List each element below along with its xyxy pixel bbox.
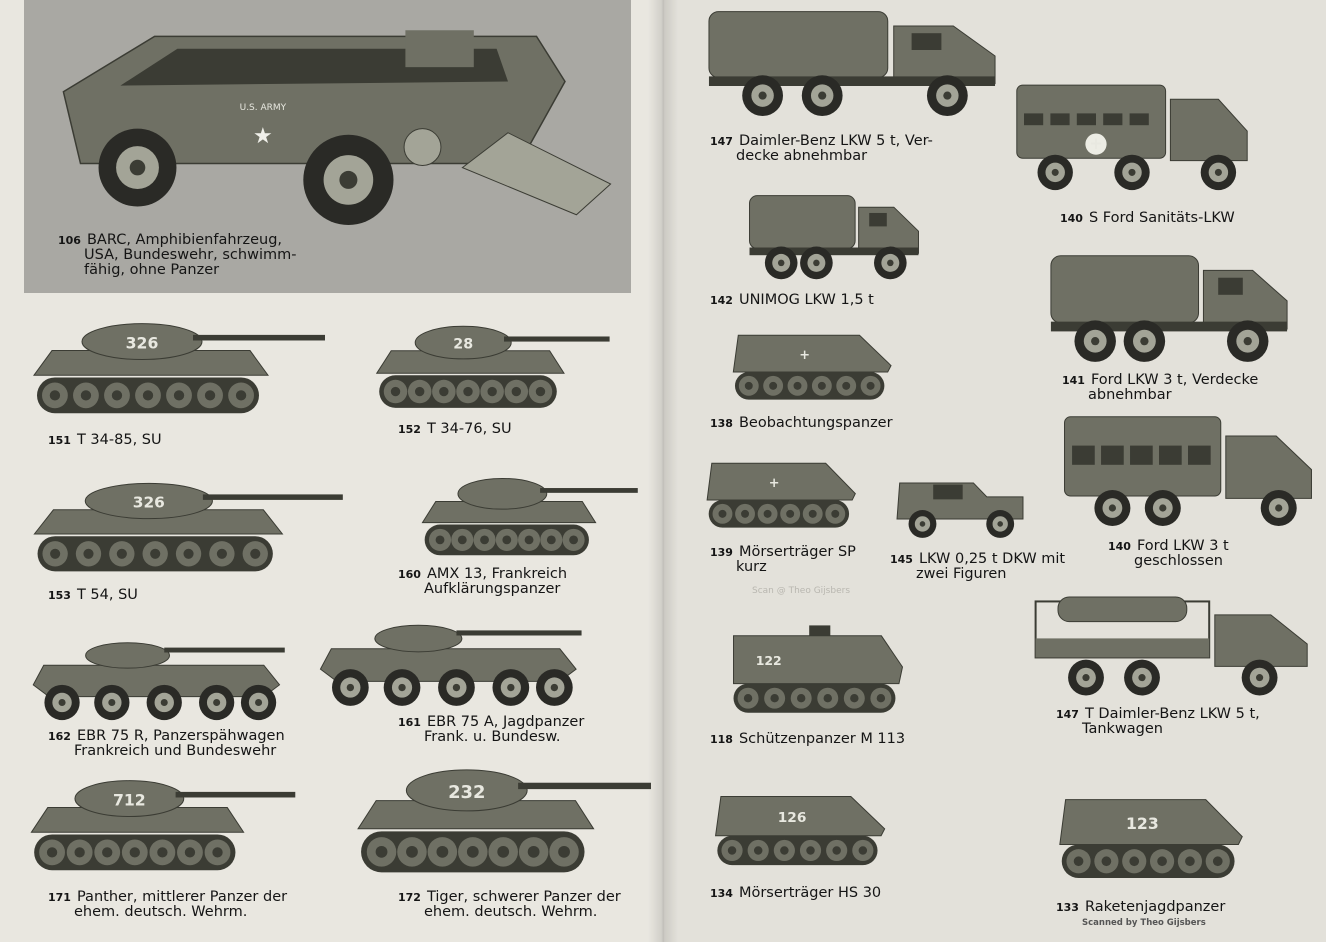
svg-text:126: 126	[777, 810, 807, 827]
svg-text:232: 232	[448, 782, 486, 804]
item-number: 140	[1060, 212, 1083, 225]
item-title: Mörserträger SP	[738, 544, 856, 560]
caption-171	[48, 890, 287, 920]
scan-watermark: Scan @ Theo Gijsbers	[752, 586, 851, 596]
item-title: EBR 75 R, Panzerspähwagen	[76, 728, 285, 744]
item-description: ehem. deutsch. Wehrm.	[74, 904, 248, 920]
vehicle-silhouette	[1062, 412, 1314, 532]
vehicle-image-133	[1056, 775, 1248, 887]
vehicle-silhouette	[703, 2, 1001, 122]
item-number: 140	[1108, 540, 1131, 553]
item-description: decke abnehmbar	[736, 148, 868, 164]
vehicle-image-160	[418, 465, 640, 561]
vehicle-silhouette	[1046, 246, 1292, 368]
svg-text:+: +	[768, 476, 780, 492]
item-title: Schützenpanzer M 113	[738, 731, 906, 747]
vehicle-silhouette	[28, 308, 328, 420]
item-description: ehem. deutsch. Wehrm.	[424, 904, 598, 920]
item-title: BARC, Amphibienfahrzeug,	[86, 232, 283, 248]
caption-134	[710, 886, 881, 901]
item-number: 134	[710, 887, 733, 900]
vehicle-image-162	[28, 628, 290, 726]
svg-text:712: 712	[113, 790, 146, 810]
vehicle-silhouette	[315, 610, 587, 712]
item-number: 142	[710, 294, 733, 307]
svg-text:122: 122	[755, 652, 782, 668]
item-title: AMX 13, Frankreich	[426, 566, 568, 582]
vehicle-silhouette	[730, 315, 896, 407]
caption-133	[1056, 900, 1225, 915]
caption-118	[710, 732, 905, 747]
vehicle-silhouette	[372, 312, 612, 414]
svg-text:U.S. ARMY: U.S. ARMY	[239, 103, 287, 114]
vehicle-image-142	[746, 188, 922, 284]
vehicle-silhouette	[418, 465, 640, 561]
item-title: Beobachtungspanzer	[738, 415, 893, 431]
caption-162	[48, 729, 285, 759]
vehicle-silhouette	[712, 775, 890, 873]
vehicle-image-106	[52, 20, 622, 225]
item-title: S Ford Sanitäts-LKW	[1088, 210, 1235, 226]
caption-140s	[1060, 211, 1235, 226]
item-title: UNIMOG LKW 1,5 t	[738, 292, 874, 308]
vehicle-image-161	[315, 610, 587, 712]
vehicle-silhouette	[1012, 78, 1252, 196]
caption-160	[398, 567, 567, 597]
svg-text:+: +	[1089, 133, 1103, 153]
item-description: geschlossen	[1134, 553, 1223, 569]
item-number: 139	[710, 546, 733, 559]
item-title: Mörserträger HS 30	[738, 885, 882, 901]
vehicle-image-151	[28, 308, 328, 420]
vehicle-silhouette	[28, 468, 346, 578]
item-number: 147	[710, 135, 733, 148]
item-description: zwei Figuren	[916, 566, 1007, 582]
item-description: Frankreich und Bundeswehr	[74, 743, 277, 759]
vehicle-silhouette	[893, 460, 1027, 542]
vehicle-image-145	[893, 460, 1027, 542]
item-description: Frank. u. Bundesw.	[424, 729, 561, 745]
svg-text:123: 123	[1126, 813, 1159, 833]
item-number: 138	[710, 417, 733, 430]
item-description: Aufklärungspanzer	[424, 581, 561, 597]
caption-172	[398, 890, 621, 920]
item-description: Tankwagen	[1082, 721, 1163, 737]
item-number: 151	[48, 434, 71, 447]
vehicle-image-134	[712, 775, 890, 873]
item-description: kurz	[736, 559, 767, 575]
item-number: 145	[890, 553, 913, 566]
item-title: LKW 0,25 t DKW mit	[918, 551, 1066, 567]
scanned-by-credit: Scanned by Theo Gijsbers	[1082, 918, 1206, 928]
caption-161	[398, 715, 584, 745]
item-title: T 34-85, SU	[76, 432, 162, 448]
item-number: 172	[398, 891, 421, 904]
vehicle-image-141	[1046, 246, 1292, 368]
caption-142	[710, 293, 874, 308]
item-number: 141	[1062, 374, 1085, 387]
item-description: abnehmbar	[1088, 387, 1172, 403]
vehicle-silhouette	[1030, 588, 1310, 700]
vehicle-image-140	[1062, 412, 1314, 532]
caption-153	[48, 588, 138, 603]
svg-text:326: 326	[132, 493, 165, 512]
caption-145	[890, 552, 1065, 582]
vehicle-image-138	[730, 315, 896, 407]
item-title: T 34-76, SU	[426, 421, 512, 437]
vehicle-image-140s	[1012, 78, 1252, 196]
item-title: Raketenjagdpanzer	[1084, 899, 1226, 915]
item-number: 106	[58, 234, 81, 247]
vehicle-silhouette	[1056, 775, 1248, 887]
vehicle-silhouette	[28, 628, 290, 726]
item-title: Ford LKW 3 t, Verdecke	[1090, 372, 1259, 388]
item-number: 160	[398, 568, 421, 581]
item-number: 161	[398, 716, 421, 729]
caption-147	[710, 134, 933, 164]
vehicle-silhouette	[746, 188, 922, 284]
caption-140	[1108, 539, 1229, 569]
item-title: EBR 75 A, Jagdpanzer	[426, 714, 585, 730]
vehicle-silhouette	[730, 615, 906, 719]
item-title: Ford LKW 3 t	[1136, 538, 1229, 554]
vehicle-image-152	[372, 312, 612, 414]
item-number: 153	[48, 589, 71, 602]
caption-151	[48, 433, 162, 448]
caption-139	[710, 545, 856, 575]
item-title: Panther, mittlerer Panzer der	[76, 889, 288, 905]
vehicle-image-147	[703, 2, 1001, 122]
item-description: fähig, ohne Panzer	[84, 262, 220, 278]
svg-text:28: 28	[453, 336, 474, 353]
vehicle-silhouette	[26, 765, 298, 877]
item-number: 133	[1056, 901, 1079, 914]
item-number: 152	[398, 423, 421, 436]
vehicle-silhouette	[704, 443, 860, 535]
caption-138	[710, 416, 893, 431]
vehicle-image-139	[704, 443, 860, 535]
vehicle-image-172	[352, 752, 654, 880]
item-number: 171	[48, 891, 71, 904]
caption-147t	[1056, 707, 1260, 737]
caption-106	[58, 233, 296, 278]
svg-text:326: 326	[125, 333, 159, 353]
item-number: 118	[710, 733, 733, 746]
vehicle-image-171	[26, 765, 298, 877]
svg-text:★: ★	[253, 124, 273, 149]
item-title: Tiger, schwerer Panzer der	[426, 889, 621, 905]
vehicle-silhouette	[352, 752, 654, 880]
item-number: 162	[48, 730, 71, 743]
item-description: USA, Bundeswehr, schwimm-	[84, 247, 297, 263]
item-title: T 54, SU	[76, 587, 138, 603]
svg-text:+: +	[799, 348, 811, 364]
caption-152	[398, 422, 512, 437]
vehicle-silhouette	[52, 20, 622, 225]
caption-141	[1062, 373, 1258, 403]
item-title: T Daimler-Benz LKW 5 t,	[1084, 706, 1260, 722]
item-number: 147	[1056, 708, 1079, 721]
vehicle-image-153	[28, 468, 346, 578]
vehicle-image-118	[730, 615, 906, 719]
item-title: Daimler-Benz LKW 5 t, Ver-	[738, 133, 933, 149]
vehicle-image-147t	[1030, 588, 1310, 700]
